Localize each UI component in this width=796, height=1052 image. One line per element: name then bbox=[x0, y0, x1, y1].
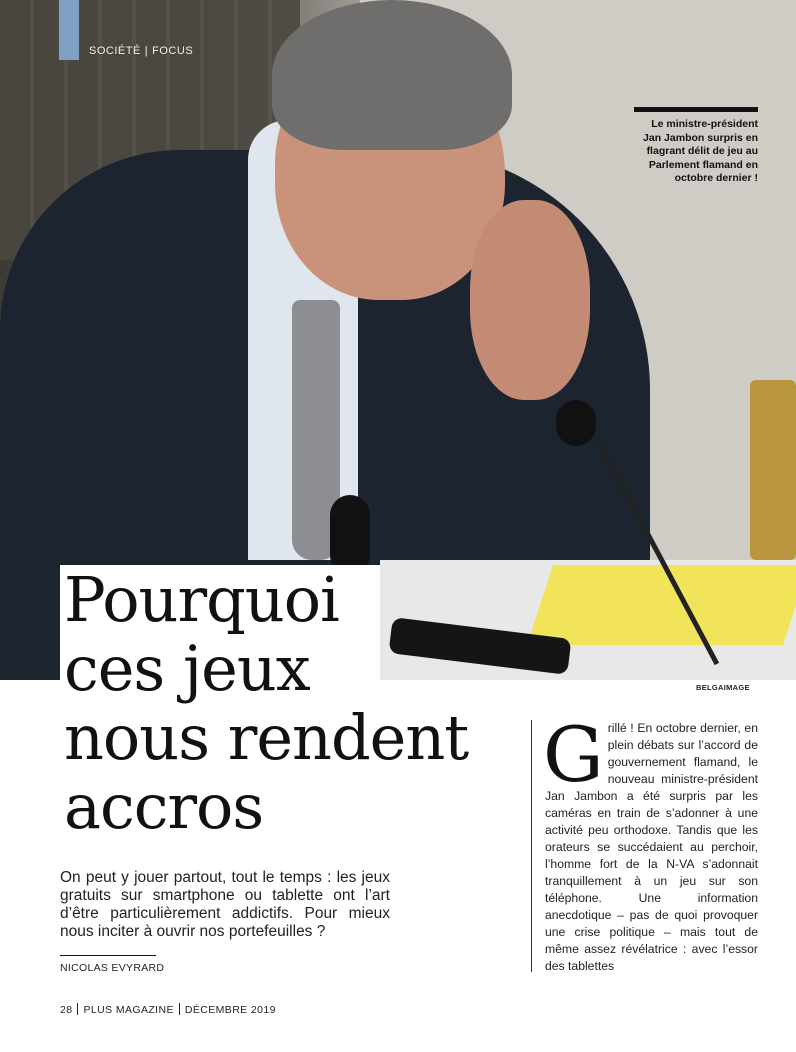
section-separator: | bbox=[144, 45, 149, 57]
subsection-name: FOCUS bbox=[152, 45, 194, 57]
microphone-right bbox=[556, 400, 596, 446]
title-line: ces jeux bbox=[64, 632, 310, 705]
page-footer bbox=[60, 1003, 276, 1016]
issue-date: DÉCEMBRE 2019 bbox=[184, 1004, 276, 1016]
title-line: nous rendent bbox=[64, 701, 469, 774]
desk-screen bbox=[750, 380, 796, 560]
hair bbox=[272, 0, 512, 150]
article-body bbox=[543, 710, 758, 975]
drop-cap: G bbox=[543, 710, 604, 799]
title-line: Pourquoi bbox=[64, 563, 339, 636]
footer-separator bbox=[77, 1003, 78, 1015]
column-rule bbox=[531, 720, 532, 972]
section-accent-bar bbox=[59, 0, 79, 60]
byline-rule bbox=[60, 955, 156, 956]
yellow-folder bbox=[527, 565, 796, 645]
standfirst: On peut y jouer partout, tout le temps : les jeux gratuits sur smartphone ou tablette ont l’art d’être particulièrement addictifs. Pour mieux nous inciter à ouvrir nos portefeuilles ? bbox=[60, 869, 390, 940]
body-text: rillé ! En octobre dernier, en plein débats sur l’accord de gouvernement flamand, le nouveau ministre-président Jan Jambon a été surpris par les caméras en train de s’adonner à une activité peu orthodoxe. Tandis que les orateurs se succédaient au perchoir, l’homme fort de la N-VA s’adonnait tranquillement à un jeu sur son téléphone. Une information anecdotique – pas de quoi provoquer une crise politique – mais tout de même assez révélatrice : avec l’essor des tablettes bbox=[545, 721, 758, 973]
byline: NICOLAS EVYRARD bbox=[60, 962, 165, 974]
photo-caption: Le ministre-président Jan Jambon surpris en flagrant délit de jeu au Parlement flamand en octobre dernier ! bbox=[634, 107, 758, 186]
footer-separator bbox=[179, 1003, 180, 1015]
page-number: 28 bbox=[60, 1004, 73, 1016]
title-line: accros bbox=[64, 770, 264, 843]
hand bbox=[470, 200, 590, 400]
section-label bbox=[89, 45, 193, 57]
article-title bbox=[64, 565, 534, 841]
photo-credit: BELGAIMAGE bbox=[696, 683, 750, 692]
magazine-name: PLUS MAGAZINE bbox=[83, 1004, 174, 1016]
section-name: SOCIÉTÉ bbox=[89, 45, 141, 57]
